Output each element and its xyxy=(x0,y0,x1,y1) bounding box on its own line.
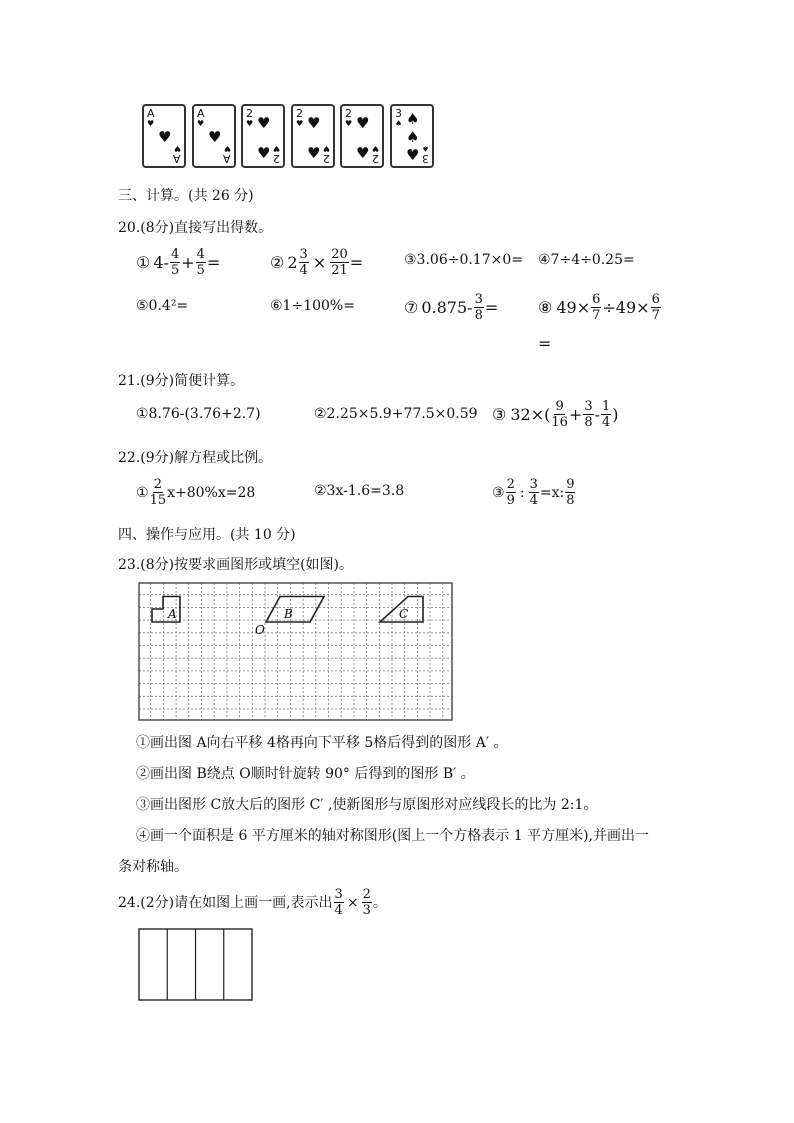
q24-title: 24.(2分)请在如图上画一画,表示出 $\frac{3}{4}$ × $\frac{2}{3}$ 。 xyxy=(118,887,387,918)
q20-item-1: ① 4- $\frac{4}{5}$ + $\frac{4}{5}$ = xyxy=(136,247,221,278)
spade-icon: ♠ xyxy=(406,128,420,146)
q22-item-3: ③ $\frac{2}{9}$ : $\frac{3}{4}$ =x: $\frac{9}{8}$ xyxy=(492,477,575,508)
q20-item-5: ⑤0.4²= xyxy=(136,298,189,314)
q20-item-7: ⑦ 0.875- $\frac{3}{8}$ = xyxy=(404,292,499,323)
card-rank: A xyxy=(173,152,181,165)
card-rank: 2 xyxy=(323,152,330,165)
q23-instruction-4b: 条对称轴。 xyxy=(118,859,188,875)
card-suit-icon: ♥ xyxy=(223,144,231,153)
card-rank: A xyxy=(223,152,231,165)
card-rank: 2 xyxy=(246,107,253,120)
playing-card xyxy=(241,104,285,168)
card-suit-icon: ♥ xyxy=(173,144,181,153)
card-rank: 3 xyxy=(422,152,429,165)
q21-title: 21.(9分)简便计算。 xyxy=(118,373,245,389)
q20-title: 20.(8分)直接写出得数。 xyxy=(118,220,273,236)
heart-icon: ♥ xyxy=(356,114,370,132)
heart-icon: ♥ xyxy=(406,146,420,164)
playing-card xyxy=(390,104,434,168)
card-suit-icon: ♥ xyxy=(272,144,280,153)
card-rank: 2 xyxy=(273,152,280,165)
card-rank: A xyxy=(147,107,155,120)
heart-icon: ♥ xyxy=(356,144,370,162)
section-4-heading: 四、操作与应用。(共 10 分) xyxy=(118,527,296,543)
q21-item-2: ②2.25×5.9+77.5×0.59 xyxy=(314,406,478,422)
q20-item-6: ⑥1÷100%= xyxy=(270,298,355,314)
card-suit-icon: ♠ xyxy=(395,119,403,128)
card-rank: 3 xyxy=(395,107,402,120)
q23-instruction-1: ①画出图 A向右平移 4格再向下平移 5格后得到的图形 A′ 。 xyxy=(136,735,508,751)
playing-card xyxy=(192,104,236,168)
card-rank: 2 xyxy=(345,107,352,120)
q23-instruction-3: ③画出图形 C放大后的图形 C′ ,使新图形与原图形对应线段长的比为 2:1。 xyxy=(136,797,598,813)
card-suit-icon: ♠ xyxy=(421,144,429,153)
playing-card xyxy=(291,104,335,168)
grid-figure xyxy=(138,582,454,722)
card-suit-icon: ♥ xyxy=(246,119,254,128)
card-rank: 2 xyxy=(296,107,303,120)
card-suit-icon: ♥ xyxy=(296,119,304,128)
heart-icon: ♥ xyxy=(208,128,222,146)
shape-a-label: A xyxy=(168,607,177,621)
q20-item-2: ② 2 $\frac{3}{4}$ × $\frac{20}{21}$ = xyxy=(270,247,364,278)
heart-icon: ♥ xyxy=(257,144,271,162)
heart-icon: ♥ xyxy=(307,114,321,132)
q23-instruction-2: ②画出图 B绕点 O顺时针旋转 90° 后得到的图形 B′ 。 xyxy=(136,766,475,782)
q23-instruction-4a: ④画一个面积是 6 平方厘米的轴对称图形(图上一个方格表示 1 平方厘米),并画出一 xyxy=(136,828,649,844)
shape-c-label: C xyxy=(399,607,409,621)
card-suit-icon: ♥ xyxy=(147,119,155,128)
q20-item-3: ③3.06÷0.17×0= xyxy=(404,252,523,268)
heart-icon: ♥ xyxy=(307,144,321,162)
card-rank: 2 xyxy=(372,152,379,165)
q21-item-3: ③ 32×( $\frac{9}{16}$ + $\frac{3}{8}$ - $\frac{1}{4}$ ) xyxy=(492,399,619,430)
q22-title: 22.(9分)解方程或比例。 xyxy=(118,450,273,466)
point-o-label: O xyxy=(255,623,265,637)
heart-icon: ♥ xyxy=(158,128,172,146)
q23-title: 23.(8分)按要求画图形或填空(如图)。 xyxy=(118,557,354,573)
q20-item-4: ④7÷4÷0.25= xyxy=(538,252,635,268)
section-3-heading: 三、计算。(共 26 分) xyxy=(118,188,254,204)
card-suit-icon: ♥ xyxy=(345,119,353,128)
shape-b xyxy=(266,597,324,623)
q20-item-8: ⑧ 49× $\frac{6}{7}$ ÷49× $\frac{6}{7}$ xyxy=(538,292,660,323)
playing-card xyxy=(142,104,186,168)
heart-icon: ♥ xyxy=(257,114,271,132)
q21-item-1: ①8.76-(3.76+2.7) xyxy=(136,406,261,422)
card-suit-icon: ♥ xyxy=(197,119,205,128)
playing-card xyxy=(340,104,384,168)
card-suit-icon: ♥ xyxy=(322,144,330,153)
card-rank: A xyxy=(197,107,205,120)
q22-item-2: ②3x-1.6=3.8 xyxy=(314,483,405,499)
card-suit-icon: ♥ xyxy=(371,144,379,153)
q20-item-8-equals: = xyxy=(538,334,552,353)
fraction-rectangle xyxy=(138,928,254,1002)
spade-icon: ♠ xyxy=(406,110,420,128)
q22-item-1: ① $\frac{2}{15}$ x+80%x=28 xyxy=(136,477,256,508)
shape-b-label: B xyxy=(284,607,293,621)
